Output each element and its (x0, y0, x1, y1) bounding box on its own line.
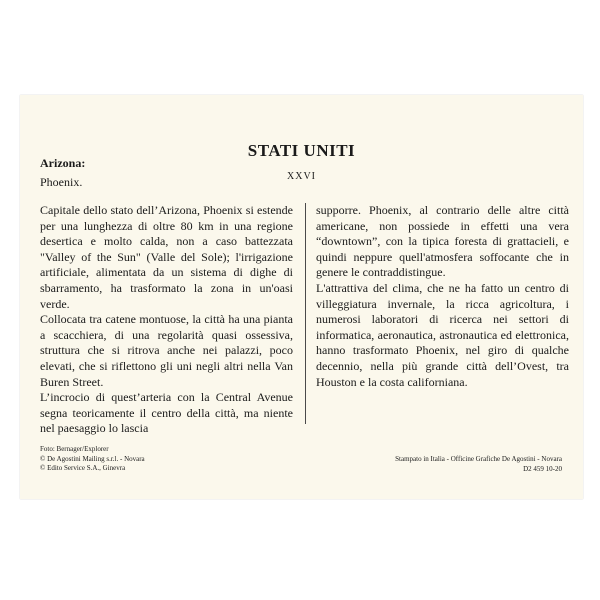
column-divider (305, 203, 306, 424)
credit-line: © Edito Service S.A., Ginevra (40, 464, 126, 472)
text-column-right (316, 203, 569, 390)
paragraph: Collocata tra catene montuose, la città ha una pianta a scacchiera, di una regolarità quasi ossessiva, struttura che si ritrova anche nei palazzi, poco elevati, che si riflettono gli uni negli altri nella Van Buren Street. (40, 312, 293, 389)
paragraph: L'attrattiva del clima, che ne ha fatto un centro di villeggiatura invernale, la ricca agricoltura, i numerosi laboratori di ricerca nei settori di informatica, aeronautica, astronautica ed elettronica, hanno trasformato Phoenix, nel giro di qualche decennio, nella più grande città dell’Ovest, tra Houston e la costa californiana. (316, 280, 569, 389)
city-label: Phoenix. (40, 175, 83, 189)
paragraph: L’incrocio di quest’arteria con la Central Avenue segna teoricamente il centro della città, ma niente nel paesaggio lo lascia (40, 390, 293, 436)
paragraph: supporre. Phoenix, al contrario delle altre città americane, non possiede in effetti una vera “downtown”, con la tipica foresta di grattacieli, e quindi neppure quell'atmosfera soffocante che in genere le contraddistingue. (316, 203, 569, 280)
card-number: XXVI (287, 171, 316, 182)
credit-line: © De Agostini Mailing s.r.l. - Novara (40, 454, 145, 463)
credit-line: Foto: Bernager/Explorer (40, 445, 109, 453)
photo-credits (40, 445, 145, 474)
printer-info (395, 455, 562, 474)
card-code: D2 459 10-20 (523, 464, 562, 473)
paragraph: Capitale dello stato dell’Arizona, Phoenix si estende per una lunghezza di oltre 80 km in una regione desertica e molto calda, non a caso battezzata "Valley of the Sun" (Valle del Sole); l'irrigazione artificiale, alimentata da un sistema di dighe di sbarramento, ha trasformato la zona in un'oasi verde. (40, 203, 293, 311)
postcard (20, 95, 583, 499)
region-label: Arizona: (40, 156, 86, 170)
text-column-left (40, 203, 293, 437)
printer-line: Stampato in Italia - Officine Grafiche De Agostini - Novara (395, 455, 562, 463)
card-title: STATI UNITI (247, 141, 356, 160)
